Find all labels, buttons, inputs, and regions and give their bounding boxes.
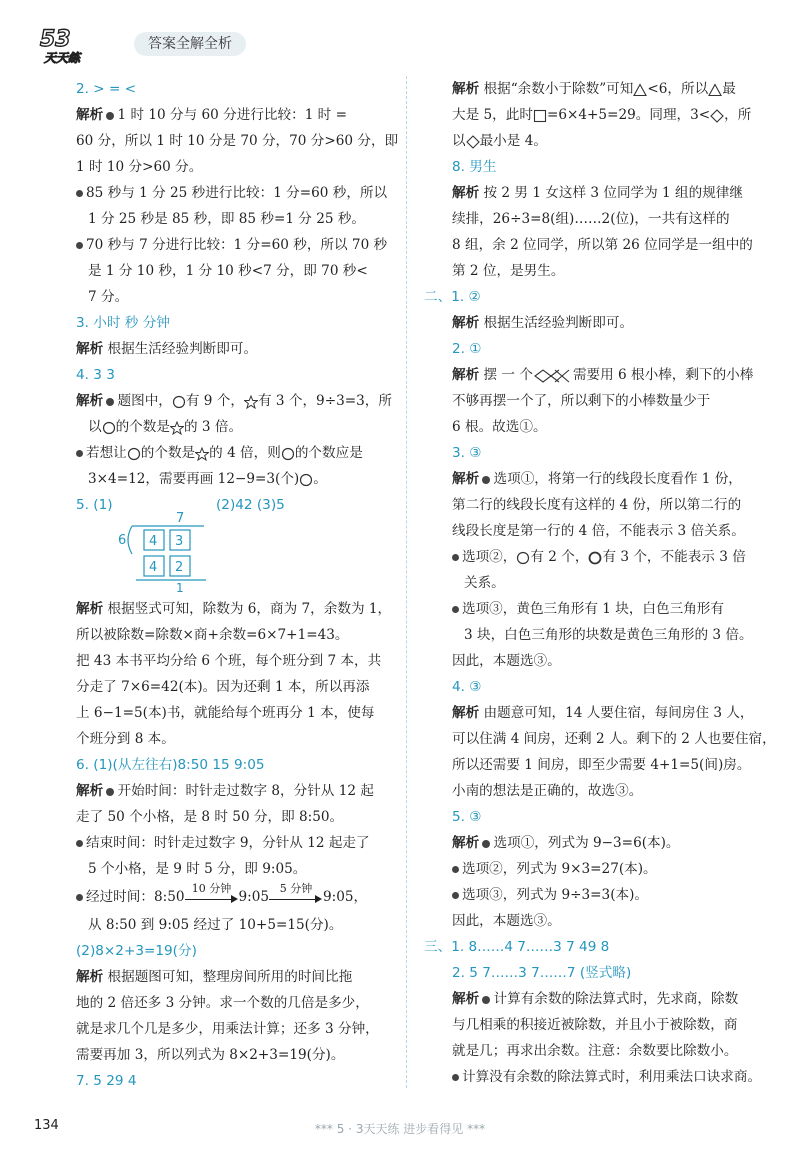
stick-figure-icon bbox=[533, 368, 573, 384]
text-line: 60 分，所以 1 时 10 分是 70 分，70 分>60 分，即 bbox=[76, 133, 399, 149]
cell-digit: 3 bbox=[175, 534, 184, 549]
text-line: 不够再摆一个了，所以剩下的小棒数量少于 bbox=[452, 393, 711, 409]
jiexi-label: 解析 bbox=[76, 393, 104, 409]
text-line: 走了 50 个小格，是 8 时 50 分，即 8:50。 bbox=[76, 809, 344, 825]
diamond-icon bbox=[710, 109, 724, 123]
text-seg: 有 9 个， bbox=[185, 393, 244, 409]
answer-text: 1. ② bbox=[451, 289, 481, 305]
jiexi-label: 解析 bbox=[76, 783, 104, 799]
text-line: 所以还需要 1 间房，即至少需要 4+1=5(间)房。 bbox=[452, 757, 751, 773]
bullet-icon bbox=[452, 866, 459, 873]
circle-icon bbox=[281, 447, 295, 461]
bullet-icon bbox=[76, 894, 83, 901]
triangle-icon bbox=[708, 83, 722, 97]
text-seg: 9:05， bbox=[323, 889, 368, 905]
text-line: 1 分 25 秒是 85 秒，即 85 秒=1 分 25 秒。 bbox=[88, 211, 366, 227]
square-icon bbox=[533, 109, 547, 123]
text-line: 个班分到 8 本。 bbox=[76, 731, 175, 747]
text-line: 5 个小格，是 9 时 5 分，即 9:05。 bbox=[88, 861, 307, 877]
arrow-annotation bbox=[269, 881, 323, 909]
footer-dots: *** bbox=[314, 1122, 333, 1136]
circle-icon bbox=[516, 551, 530, 565]
text-line: 选项③，列式为 9÷3=3(本)。 bbox=[462, 887, 648, 903]
column-divider bbox=[406, 76, 407, 1088]
text-line: 因此，本题选③。 bbox=[452, 913, 561, 929]
bullet-icon bbox=[76, 840, 83, 847]
text-line: 关系。 bbox=[464, 575, 505, 591]
text-line: 从 8:50 到 9:05 经过了 10+5=15(分)。 bbox=[88, 917, 343, 933]
text-line: 地的 2 倍还多 3 分钟。求一个数的几倍是多少， bbox=[76, 995, 369, 1011]
bullet-icon bbox=[76, 450, 83, 457]
section-2-answer-5: 5. ③ bbox=[452, 809, 482, 825]
jiexi-label: 解析 bbox=[452, 705, 480, 721]
text-line: 按 2 男 1 女这样 3 位同学为 1 组的规律继 bbox=[483, 185, 743, 201]
text-seg: 摆 一 个 bbox=[483, 367, 533, 383]
text-seg: 最 bbox=[722, 81, 736, 97]
text-seg: 以 bbox=[88, 419, 102, 435]
section-2-answer-2: 2. ① bbox=[452, 341, 482, 357]
cell-digit: 2 bbox=[175, 560, 184, 575]
text-seg: 的个数是 bbox=[140, 445, 196, 461]
text-line: 根据竖式可知，除数为 6，商为 7，余数为 1， bbox=[107, 601, 392, 617]
text-line: 由题意可知，14 人要住宿，每间房住 3 人， bbox=[483, 705, 754, 721]
bullet-icon bbox=[482, 476, 490, 484]
answer-5: 5. (1) bbox=[76, 497, 113, 513]
text-line: 选项②，列式为 9×3=27(本)。 bbox=[462, 861, 657, 877]
long-division-diagram bbox=[114, 510, 214, 592]
jiexi-label: 解析 bbox=[452, 367, 480, 383]
text-line: 因此，本题选③。 bbox=[452, 653, 561, 669]
text-line: 是 1 分 10 秒，1 分 10 秒<7 分，即 70 秒< bbox=[88, 263, 368, 279]
period-mark: 。 bbox=[313, 471, 327, 487]
answer-7: 7. 5 29 4 bbox=[76, 1073, 137, 1089]
text-line: 选项①，将第一行的线段长度看作 1 份， bbox=[493, 471, 742, 487]
page-number: 134 bbox=[34, 1118, 59, 1133]
text-seg: 有 3 个，不能表示 3 倍 bbox=[602, 549, 746, 565]
text-line: 第 2 位，是男生。 bbox=[452, 263, 565, 279]
text-seg: 题图中， bbox=[117, 393, 172, 409]
text-line: 1 时 10 分>60 分。 bbox=[76, 159, 203, 175]
text-line: 把 43 本书平均分给 6 个班，每个班分到 7 本，共 bbox=[76, 653, 382, 669]
arrow-label: 5 分钟 bbox=[279, 881, 313, 895]
star-icon bbox=[170, 421, 184, 435]
bullet-icon bbox=[452, 892, 459, 899]
jiexi-label: 解析 bbox=[452, 991, 480, 1007]
jiexi-label: 解析 bbox=[452, 315, 480, 331]
text-seg: 若想让 bbox=[86, 445, 127, 461]
section-2-answer-3: 3. ③ bbox=[452, 445, 482, 461]
divisor-digit: 6 bbox=[118, 533, 127, 548]
section-3-answer-1 bbox=[424, 934, 768, 960]
text-line: 3 块，白色三角形的块数是黄色三角形的 3 倍。 bbox=[464, 627, 753, 643]
section-2-answer-4: 4. ③ bbox=[452, 679, 482, 695]
star-icon bbox=[195, 447, 209, 461]
text-seg: 的个数应是 bbox=[294, 445, 363, 461]
text-seg: 9:05 bbox=[238, 889, 270, 905]
jiexi-label: 解析 bbox=[452, 185, 480, 201]
jiexi-label: 解析 bbox=[452, 471, 480, 487]
text-line: 选项①，列式为 9−3=6(本)。 bbox=[493, 835, 680, 851]
answer-3: 3. 小时 秒 分钟 bbox=[76, 315, 170, 331]
text-line: 计算没有余数的除法算式时，利用乘法口诀求商。 bbox=[462, 1069, 762, 1085]
quotient-digit: 7 bbox=[176, 511, 185, 526]
text-line: 第二行的线段长度有这样的 4 份，所以第二行的 bbox=[452, 497, 742, 513]
text-seg: 根据“余数小于除数”可知 bbox=[483, 81, 634, 97]
footer-slogan bbox=[0, 1120, 800, 1137]
answer-text: 1. 8……4 7……3 7 49 8 bbox=[451, 939, 610, 955]
section-2-answer-1 bbox=[424, 284, 768, 310]
text-seg: 的个数是 bbox=[115, 419, 170, 435]
text-line: 6 根。故选①。 bbox=[452, 419, 547, 435]
text-seg: 选项②， bbox=[462, 549, 517, 565]
left-column bbox=[76, 76, 399, 1094]
bullet-icon bbox=[452, 606, 459, 613]
text-line: 上 6−1=5(本)书，就能给每个班再分 1 本，使每 bbox=[76, 705, 375, 721]
text-line: 根据题图可知，整理房间所用的时间比拖 bbox=[107, 969, 353, 985]
section-number: 二、 bbox=[424, 289, 452, 305]
text-line: 结束时间：时针走过数字 9，分针从 12 起走了 bbox=[86, 835, 370, 851]
jiexi-label: 解析 bbox=[452, 835, 480, 851]
text-seg: 以 bbox=[452, 133, 466, 149]
text-seg: 的 4 倍，则 bbox=[209, 445, 281, 461]
text-line: 分走了 7×6=42(本)。因为还剩 1 本，所以再添 bbox=[76, 679, 370, 695]
text-seg: 大是 5，此时 bbox=[452, 107, 533, 123]
bullet-icon bbox=[76, 190, 83, 197]
jiexi-label: 解析 bbox=[452, 81, 480, 97]
footer-dots: *** bbox=[467, 1122, 486, 1136]
diamond-icon bbox=[466, 135, 480, 149]
answer-8: 8. 男生 bbox=[452, 159, 497, 175]
text-seg: ，所 bbox=[724, 107, 752, 123]
text-line: 85 秒与 1 分 25 秒进行比较：1 分=60 秒，所以 bbox=[86, 185, 388, 201]
text-seg: 的 3 倍。 bbox=[183, 419, 243, 435]
jiexi-label: 解析 bbox=[76, 341, 104, 357]
text-line: 7 分。 bbox=[88, 289, 129, 305]
answer-2: 2. > = < bbox=[76, 81, 137, 97]
text-line: 小南的想法是正确的，故选③。 bbox=[452, 783, 643, 799]
bullet-icon bbox=[106, 788, 114, 796]
text-line: 根据生活经验判断即可。 bbox=[107, 341, 258, 357]
header-title: 答案全解全析 bbox=[134, 32, 246, 56]
brand-logo bbox=[38, 22, 96, 66]
text-line: 与几相乘的积接近被除数，并且小于被除数，商 bbox=[452, 1017, 738, 1033]
text-line: 可以住满 4 间房，还剩 2 人。剩下的 2 人也要住宿， bbox=[452, 731, 776, 747]
page-header bbox=[38, 22, 438, 66]
arrow-label: 10 分钟 bbox=[191, 881, 232, 895]
bullet-icon bbox=[452, 1074, 459, 1081]
text-line: 1 时 10 分与 60 分进行比较：1 时 = bbox=[117, 107, 347, 123]
text-line: 续排，26÷3=8(组)……2(位)，一共有这样的 bbox=[452, 211, 730, 227]
circle-icon bbox=[102, 421, 116, 435]
bullet-icon bbox=[76, 242, 83, 249]
bullet-icon bbox=[452, 554, 459, 561]
bullet-icon bbox=[482, 996, 490, 1004]
answer-6-2: (2)8×2+3=19(分) bbox=[76, 943, 197, 959]
jiexi-label: 解析 bbox=[76, 969, 104, 985]
bullet-icon bbox=[106, 112, 114, 120]
text-line: 所以被除数=除数×商+余数=6×7+1=43。 bbox=[76, 627, 349, 643]
text-line: 就是几；再求出余数。注意：余数要比除数小。 bbox=[452, 1043, 738, 1059]
text-line: 线段长度是第一行的 4 倍，不能表示 3 倍关系。 bbox=[452, 523, 745, 539]
text-seg: 最小是 4。 bbox=[479, 133, 547, 149]
text-seg: 需要用 6 根小棒，剩下的小棒 bbox=[572, 367, 754, 383]
svg-text:53: 53 bbox=[40, 27, 71, 52]
text-line: 选项③，黄色三角形有 1 块，白色三角形有 bbox=[462, 601, 724, 617]
text-seg: =6×4+5=29。同理，3< bbox=[546, 107, 711, 123]
jiexi-label: 解析 bbox=[76, 107, 104, 123]
text-line: 70 秒与 7 分进行比较：1 分=60 秒，所以 70 秒 bbox=[86, 237, 388, 253]
text-line: 需要再加 3，所以列式为 8×2+3=19(分)。 bbox=[76, 1047, 345, 1063]
triangle-icon bbox=[633, 83, 647, 97]
right-column bbox=[424, 76, 776, 1090]
cell-digit: 4 bbox=[149, 534, 158, 549]
section-number: 三、 bbox=[424, 939, 452, 955]
text-line: 就是求几个几是多少，用乘法计算；还多 3 分钟， bbox=[76, 1021, 379, 1037]
answer-5-block bbox=[76, 492, 392, 596]
answer-6: 6. (1)(从左往右)8:50 15 9:05 bbox=[76, 757, 265, 773]
text-line: 根据生活经验判断即可。 bbox=[483, 315, 634, 331]
circle-icon bbox=[588, 551, 602, 565]
text-line: 计算有余数的除法算式时，先求商，除数 bbox=[493, 991, 739, 1007]
text-seg: 3×4=12，需要再画 12−9=3(个) bbox=[88, 471, 300, 487]
answer-4: 4. 3 3 bbox=[76, 367, 115, 383]
text-seg: <6，所以 bbox=[647, 81, 709, 97]
bullet-icon bbox=[482, 840, 490, 848]
section-3-answer-2: 2. 5 7……3 7……7 (竖式略) bbox=[452, 965, 632, 981]
bullet-icon bbox=[106, 398, 114, 406]
text-line: 开始时间：时针走过数字 8，分针从 12 起 bbox=[117, 783, 374, 799]
svg-text:天天练: 天天练 bbox=[44, 51, 81, 65]
circle-icon bbox=[127, 447, 141, 461]
arrow-annotation bbox=[185, 881, 239, 909]
star-icon bbox=[244, 395, 258, 409]
remainder-digit: 1 bbox=[176, 581, 184, 592]
circle-icon bbox=[172, 395, 186, 409]
footer-text: 5 · 3天天练 进步看得见 bbox=[336, 1122, 464, 1136]
text-line: 8 组，余 2 位同学，所以第 26 位同学是一组中的 bbox=[452, 237, 753, 253]
text-seg: 经过时间：8:50 bbox=[86, 889, 185, 905]
jiexi-label: 解析 bbox=[76, 601, 104, 617]
answer-5-rest: (2)42 (3)5 bbox=[216, 497, 285, 513]
cell-digit: 4 bbox=[149, 560, 158, 575]
circle-icon bbox=[299, 473, 313, 487]
text-seg: 有 2 个， bbox=[530, 549, 589, 565]
text-seg: 有 3 个，9÷3=3，所 bbox=[257, 393, 392, 409]
